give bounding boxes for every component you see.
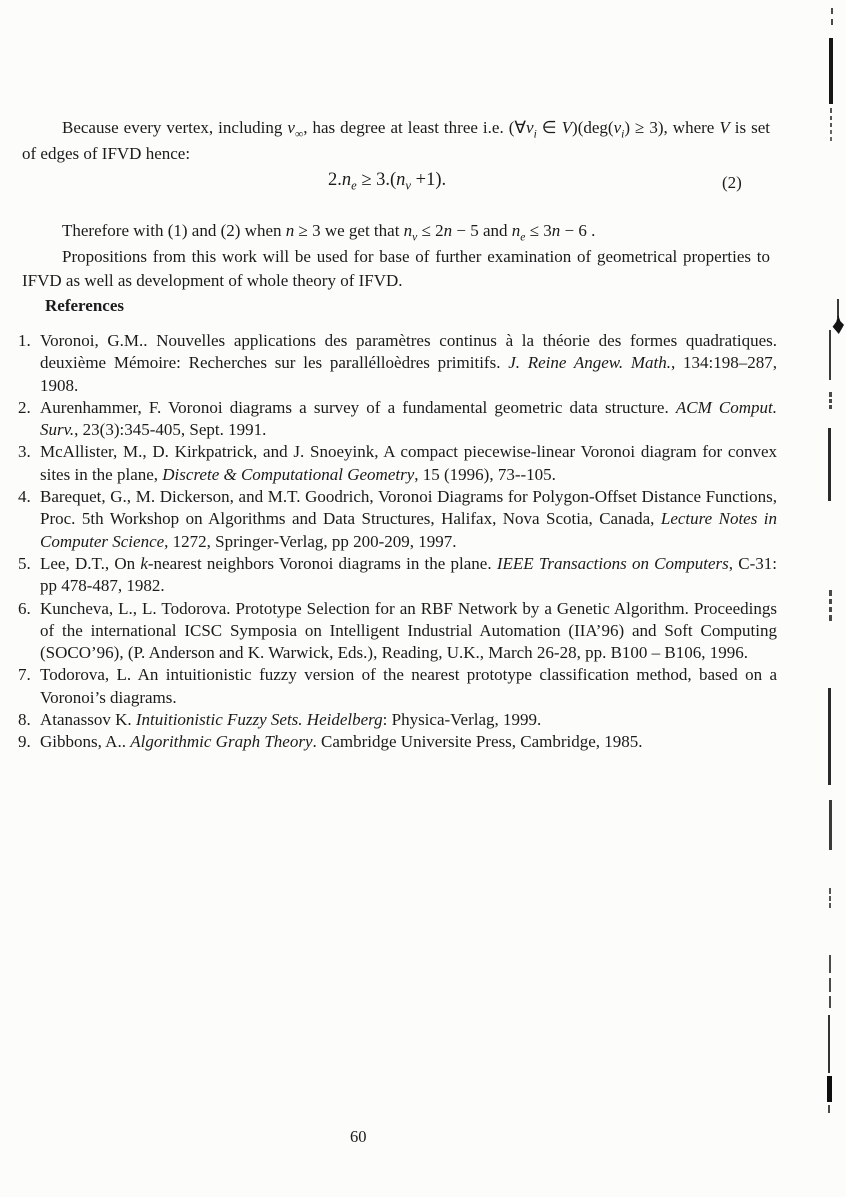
scan-mark bbox=[828, 1105, 830, 1113]
scan-mark bbox=[829, 800, 832, 850]
scan-mark bbox=[828, 1015, 830, 1073]
reference-number: 7. bbox=[18, 665, 31, 685]
scan-mark bbox=[829, 405, 832, 409]
reference-number: 8. bbox=[18, 710, 31, 730]
references-heading: References bbox=[45, 296, 124, 315]
scan-mark bbox=[831, 8, 833, 14]
scan-mark bbox=[830, 123, 832, 127]
reference-item bbox=[18, 709, 777, 731]
scan-mark bbox=[830, 130, 832, 134]
ink-blot-tail bbox=[837, 299, 839, 318]
reference-number: 6. bbox=[18, 598, 31, 618]
ink-blot bbox=[831, 315, 844, 334]
reference-text: Kuncheva, L., L. Todorova. Prototype Selection for an RBF Network by a Genetic Algorithm. Proceedings of the international ICSC Symposia on Intelligent Industrial Automation (IIA’96) and Soft Computing (SOCO’96), (P. Anderson and K. Warwick, Eds.), Reading, U.K., March 26-28, pp. B100 – B106, 1996. bbox=[40, 598, 777, 663]
scan-mark bbox=[830, 137, 832, 141]
reference-item bbox=[18, 731, 777, 753]
paragraph-therefore: Therefore with (1) and (2) when n ≥ 3 we get that $n_v \le 2n - 5$ and $n_e \le 3n - 6$ . bbox=[62, 221, 596, 244]
paragraph-because-every-vertex: Because every vertex, including $v_\infty$, has degree at least three i.e. ($\forall v_i$ ∈ $V)(deg(v_i) \ge 3)$, where V is set of edges of IFVD hence: bbox=[22, 118, 770, 163]
reference-number: 9. bbox=[18, 732, 31, 752]
scan-mark bbox=[829, 392, 832, 397]
equation-2-label: (2) bbox=[722, 173, 742, 192]
scan-mark bbox=[828, 428, 831, 501]
scan-mark bbox=[827, 1076, 832, 1102]
reference-text: Gibbons, A.. Algorithmic Graph Theory. Cambridge Universite Press, Cambridge, 1985. bbox=[40, 732, 643, 752]
reference-item bbox=[18, 664, 777, 709]
scan-mark bbox=[830, 108, 832, 113]
scan-mark bbox=[829, 903, 831, 908]
reference-text: Aurenhammer, F. Voronoi diagrams a survey of a fundamental geometric data structure. ACM Comput. Surv., 23(3):345-405, Sept. 1991. bbox=[40, 397, 777, 440]
reference-text: McAllister, M., D. Kirkpatrick, and J. Snoeyink, A compact piecewise-linear Voronoi diagram for convex sites in the plane, Discrete & Computational Geometry, 15 (1996), 73--105. bbox=[40, 442, 777, 484]
scan-mark bbox=[831, 19, 833, 25]
reference-number: 5. bbox=[18, 553, 31, 573]
page-number: 60 bbox=[350, 1127, 367, 1146]
scan-mark bbox=[829, 955, 831, 973]
scan-mark bbox=[829, 615, 832, 621]
scan-mark bbox=[829, 399, 832, 403]
reference-item bbox=[18, 397, 777, 442]
scan-mark bbox=[829, 896, 831, 901]
reference-item bbox=[18, 330, 777, 397]
reference-number: 3. bbox=[18, 442, 31, 462]
reference-item bbox=[18, 553, 777, 598]
scan-mark bbox=[829, 996, 831, 1008]
scan-mark bbox=[828, 688, 831, 785]
scan-mark bbox=[830, 116, 832, 120]
reference-item bbox=[18, 598, 777, 665]
scan-mark bbox=[829, 330, 831, 380]
scan-mark bbox=[829, 888, 831, 894]
reference-number: 4. bbox=[18, 487, 31, 507]
scan-mark bbox=[829, 978, 831, 992]
scan-mark bbox=[829, 38, 833, 104]
equation-2: $2.n_e \ge 3.(n_v +1)$. bbox=[328, 170, 447, 193]
reference-text: Todorova, L. An intuitionistic fuzzy version of the nearest prototype classification method, based on a Voronoi’s diagrams. bbox=[40, 665, 777, 707]
scan-mark bbox=[829, 599, 832, 604]
reference-item bbox=[18, 441, 777, 486]
reference-number: 1. bbox=[18, 331, 31, 350]
reference-item bbox=[18, 486, 777, 553]
reference-text: Lee, D.T., On k-nearest neighbors Voronoi diagrams in the plane. IEEE Transactions on Computers, C-31: pp 478-487, 1982. bbox=[40, 553, 777, 596]
scan-mark bbox=[829, 590, 832, 596]
scan-mark bbox=[829, 607, 832, 612]
reference-number: 2. bbox=[18, 397, 31, 417]
reference-text: Atanassov K. Intuitionistic Fuzzy Sets. Heidelberg: Physica-Verlag, 1999. bbox=[40, 710, 542, 730]
references-list bbox=[18, 330, 777, 754]
reference-text: Barequet, G., M. Dickerson, and M.T. Goodrich, Voronoi Diagrams for Polygon-Offset Distance Functions, Proc. 5th Workshop on Algorithms and Data Structures, Halifax, Nova Scotia, Canada, Lecture Notes in Computer Science, 1272, Springer-Verlag, pp 200-209, 1997. bbox=[40, 487, 777, 551]
paragraph-propositions: Propositions from this work will be used for base of further examination of geometrical properties to IFVD as well as development of whole theory of IFVD. bbox=[22, 247, 770, 290]
reference-text: Voronoi, G.M.. Nouvelles applications des paramètres continus à la théorie des formes quadratiques. deuxième Mémoire: Recherches sur les parallélloèdres primitifs. J. Reine Angew. Math., 134:198–287, 1908. bbox=[40, 331, 777, 395]
